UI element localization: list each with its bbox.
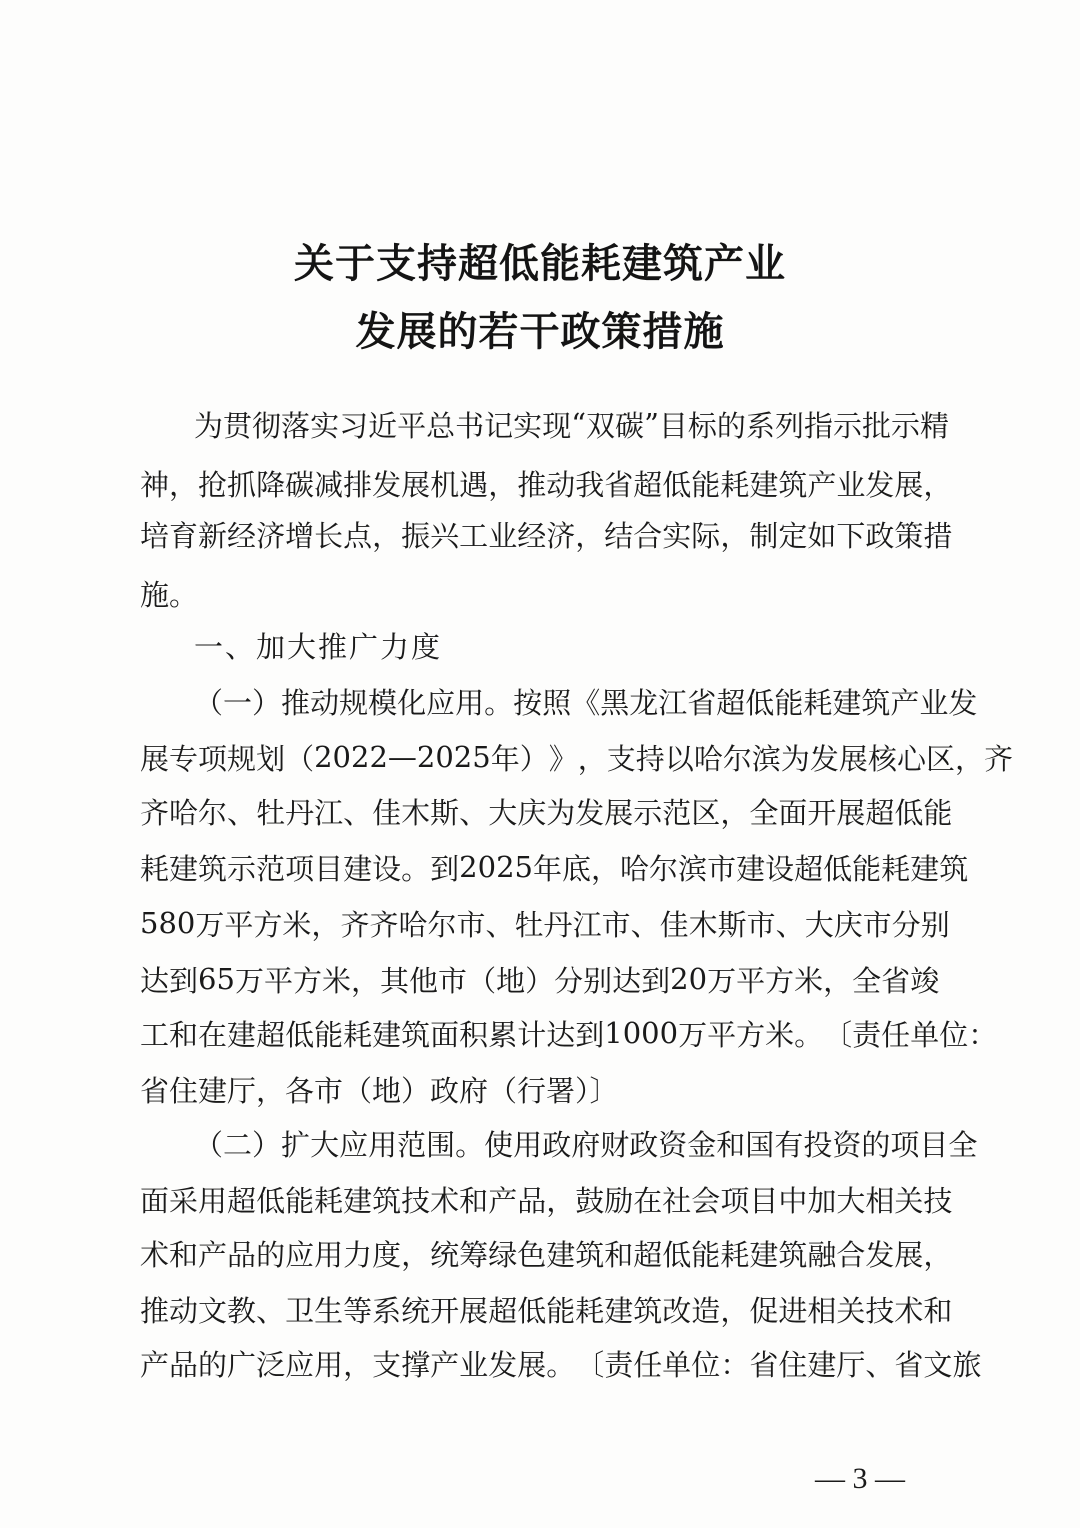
item1-line-6: 达 到 65 万 平 方 米 ， 其 他 市 （ 地 ） 分 别 达 到 20 万 平 方 米 ， 全 省 竣 — [140, 962, 940, 998]
section-heading — [194, 627, 930, 663]
document-title-line-2: 发展的若干政策措施 — [355, 308, 725, 355]
item1-line-8: 省住建厅，各市（地）政府（行署）〕 — [140, 1073, 619, 1108]
item2-line-1: （ 二 ） 扩 大 应 用 范 围 。 使 用 政 府 财 政 资 金 和 国 有 投 资 的 项 目 全 — [194, 1127, 978, 1162]
item1-line-3: 齐 哈 尔 、 牡 丹 江 、 佳 木 斯 、 大 庆 为 发 展 示 范 区 ， 全 面 开 展 超 低 能 — [140, 795, 953, 830]
item1-line-2: 展 专 项 规 划 （ 2022 — 2025 年 ） 》 ， 支 持 以 哈 尔 滨 为 发 展 核 心 区 ， 齐 — [140, 740, 1013, 776]
item2-line-4: 推 动 文 教 、 卫 生 等 系 统 开 展 超 低 能 耗 建 筑 改 造 ， 促 进 相 关 技 术 和 — [140, 1293, 953, 1328]
intro-line-1: 为 贯 彻 落 实 习 近 平 总 书 记 实 现 “ 双 碳 ” 目 标 的 系 列 指 示 批 示 精 — [194, 407, 950, 443]
item1-line-5: 580 万 平 方 米 ， 齐 齐 哈 尔 市 、 牡 丹 江 市 、 佳 木 斯 市 、 大 庆 市 分 别 — [140, 906, 950, 942]
item1-line-1: （ 一 ） 推 动 规 模 化 应 用 。 按 照 《 黑 龙 江 省 超 低 能 耗 建 筑 产 业 发 — [194, 685, 978, 720]
section-heading-text: 一、加大推广力度 — [194, 629, 443, 664]
item2-line-5: 产 品 的 广 泛 应 用 ， 支 撑 产 业 发 展 。 〔 责 任 单 位 ： 省 住 建 厅 、 省 文 旅 — [140, 1347, 982, 1382]
intro-line-3: 培 育 新 经 济 增 长 点 ， 振 兴 工 业 经 济 ， 结 合 实 际 ， 制 定 如 下 政 策 措 — [140, 518, 953, 553]
item2-line-2: 面 采 用 超 低 能 耗 建 筑 技 术 和 产 品 ， 鼓 励 在 社 会 项 目 中 加 大 相 关 技 — [140, 1183, 953, 1218]
item1-line-7: 工 和 在 建 超 低 能 耗 建 筑 面 积 累 计 达 到 1000 万 平 方 米 。 〔 责 任 单 位 ： — [140, 1016, 998, 1052]
page-number: — 3 — — [815, 1462, 905, 1495]
item2-line-3: 术 和 产 品 的 应 用 力 度 ， 统 筹 绿 色 建 筑 和 超 低 能 耗 建 筑 融 合 发 展 ， — [140, 1237, 953, 1272]
intro-line-4: 施。 — [140, 577, 199, 612]
document-title-line-1: 关于支持超低能耗建筑产业 — [294, 240, 786, 287]
intro-line-2: 神 ， 抢 抓 降 碳 减 排 发 展 机 遇 ， 推 动 我 省 超 低 能 耗 建 筑 产 业 发 展 ， — [140, 467, 953, 502]
item1-line-4: 耗 建 筑 示 范 项 目 建 设 。 到 2025 年 底 ， 哈 尔 滨 市 建 设 超 低 能 耗 建 筑 — [140, 850, 969, 886]
